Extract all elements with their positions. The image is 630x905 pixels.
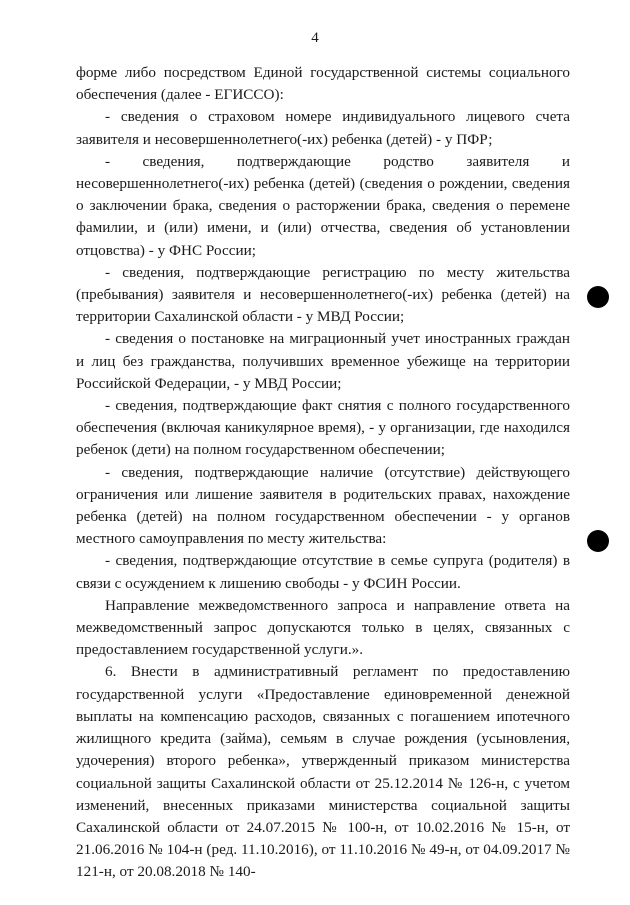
punch-hole-mark bbox=[587, 530, 609, 552]
document-body bbox=[76, 62, 570, 884]
paragraph: - сведения, подтверждающие наличие (отсутствие) действующего ограничения или лишение заявителя в родительских правах, нахождение ребенка (детей) на полном государственном обеспечении - у органов местного самоуправления по месту жительства: bbox=[76, 463, 570, 548]
paragraph: - сведения, подтверждающие факт снятия с полного государственного обеспечения (включая каникулярное время), - у организации, где находился ребенок (дети) на полном государственном обеспечении; bbox=[76, 397, 570, 459]
page-number: 4 bbox=[311, 30, 319, 46]
punch-hole-mark bbox=[587, 286, 609, 308]
paragraph: - сведения о страховом номере индивидуального лицевого счета заявителя и несовершеннолетнего(-их) ребенка (детей) - у ПФР; bbox=[76, 108, 570, 148]
paragraph: - сведения о постановке на миграционный учет иностранных граждан и лиц без гражданства, получивших временное убежище на территории Российской Федерации, - у МВД России; bbox=[76, 330, 570, 392]
paragraph: форме либо посредством Единой государственной системы социального обеспечения (далее - ЕГИССО): bbox=[76, 64, 570, 104]
paragraph: - сведения, подтверждающие отсутствие в семье супруга (родителя) в связи с осуждением к лишению свободы - у ФСИН России. bbox=[76, 552, 570, 592]
paragraph: - сведения, подтверждающие родство заявителя и несовершеннолетнего(-их) ребенка (детей) (сведения о рождении, сведения о заключении брака, сведения о расторжении брака, сведения о перемене фамилии, и (или) имени, и (или) отчества, сведения об установлении отцовства) - у ФНС России; bbox=[76, 152, 570, 259]
paragraph: - сведения, подтверждающие регистрацию по месту жительства (пребывания) заявителя и несовершеннолетнего(-их) ребенка (детей) на территории Сахалинской области - у МВД России; bbox=[76, 263, 570, 326]
paragraph: Направление межведомственного запроса и направление ответа на межведомственный запрос допускаются только в целях, связанных с предоставлением государственной услуги.». bbox=[76, 596, 570, 659]
paragraph: 6. Внести в административный регламент по предоставлению государственной услуги «Предоставление единовременной денежной выплаты на компенсацию расходов, связанных с погашением ипотечного жилищного кредита (займа), семьям в случае рождения (усыновления, удочерения) второго ребенка», утвержденный приказом министерства социальной защиты Сахалинской области от 25.12.2014 № 126-н, с учетом изменений, внесенных приказами министерства социальной защиты Сахалинской области от 24.07.2015 № 100-н, от 10.02.2016 № 15-н, от 21.06.2016 № 104-н (ред. 11.10.2016), от 11.10.2016 № 49-н, от 04.09.2017 № 121-н, от 20.08.2018 № 140- bbox=[76, 663, 570, 881]
